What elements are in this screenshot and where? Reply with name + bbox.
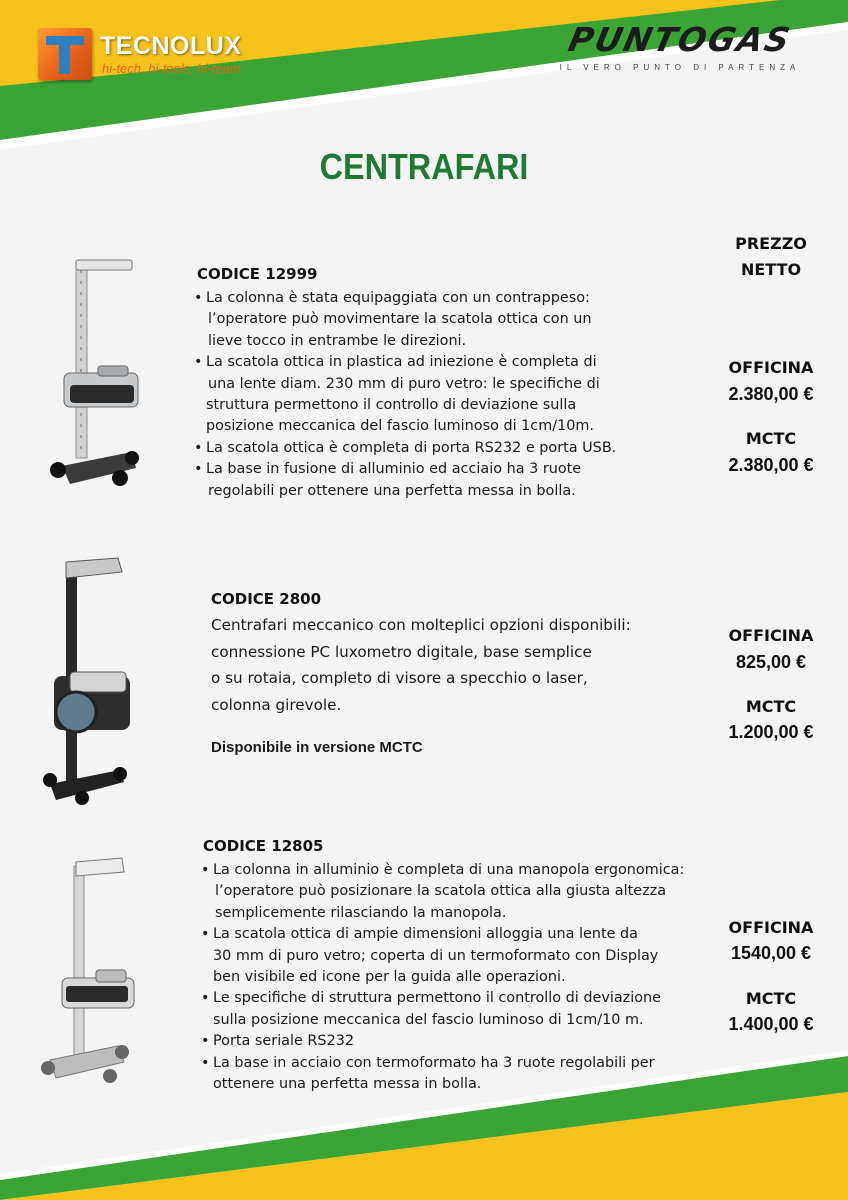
- puntogas-logo: PUNTOGAS: [565, 20, 795, 59]
- product-1-feature-4: • La base in fusione di alluminio ed acciaio ha 3 ruote regolabili per ottenere una perfetta messa in bolla.: [194, 459, 694, 502]
- product-3-feature-4: • Porta seriale RS232: [201, 1031, 701, 1052]
- product-1-price-officina: 2.380,00 €: [728, 384, 814, 404]
- product-1-feature-2: • La scatola ottica in plastica ad iniezione è completa di una lente diam. 230 mm di puro vetro: le specifiche di struttura permettono il controllo di deviazione sulla posizione meccanica del fascio luminoso di 1cm/10m.: [194, 352, 694, 438]
- tecnolux-tagline: hi-tech, hi-tools, hi-team: [102, 61, 241, 76]
- tecnolux-name: TECNOLUX: [100, 32, 242, 60]
- price-header: [716, 231, 826, 283]
- product-3-feature-2: • La scatola ottica di ampie dimensioni alloggia una lente da 30 mm di puro vetro; coperta di un termoformato con Display ben visibile ed icone per la guida alle operazioni.: [201, 924, 701, 988]
- product-3-feature-3: • Le specifiche di struttura permettono il controllo di deviazione sulla posizione meccanica del fascio luminoso di 1cm/10 m.: [201, 988, 701, 1031]
- product-2-price-officina: 825,00 €: [735, 652, 807, 672]
- price-header-line-2: NETTO: [740, 260, 802, 279]
- product-1-code: CODICE 12999: [197, 265, 318, 283]
- puntogas-tagline: IL VERO PUNTO DI PARTENZA: [559, 63, 801, 72]
- product-2-description: Centrafari meccanico con molteplici opzioni disponibili: connessione PC luxometro digitale, base semplice o su rotaia, completo di visore a specchio o laser, colonna girevole.: [211, 616, 631, 714]
- tecnolux-t-icon: [38, 28, 92, 80]
- product-1-price-mctc: 2.380,00 €: [728, 455, 814, 475]
- product-3-feature-5: • La base in acciaio con termoformato ha 3 ruote regolabili per ottenere una perfetta messa in bolla.: [201, 1053, 701, 1096]
- product-1-price-label-mctc: MCTC: [745, 429, 797, 448]
- headlight-tester-2800-image: [43, 558, 130, 805]
- product-2-code: CODICE 2800: [211, 590, 322, 608]
- product-1-feature-3: • La scatola ottica è completa di porta RS232 e porta USB.: [194, 438, 694, 459]
- product-2-price-label-officina: OFFICINA: [728, 626, 814, 645]
- product-3-price-mctc: 1.400,00 €: [728, 1014, 814, 1034]
- product-1-feature-1: • La colonna è stata equipaggiata con un contrappeso: l’operatore può movimentare la scatola ottica con un lieve tocco in entrambe le direzioni.: [194, 288, 694, 352]
- product-3-price-label-mctc: MCTC: [745, 989, 797, 1008]
- product-3-code: CODICE 12805: [203, 837, 324, 855]
- product-3-features: [201, 860, 701, 1095]
- headlight-tester-12805-image: [41, 858, 134, 1083]
- page-title: CENTRAFARI: [319, 146, 529, 187]
- product-2-price-mctc: 1.200,00 €: [728, 722, 814, 742]
- product-2-note: Disponibile in versione MCTC: [211, 739, 423, 756]
- headlight-tester-12999-image: [50, 260, 139, 486]
- product-3-price-label-officina: OFFICINA: [728, 918, 814, 937]
- product-1-price-label-officina: OFFICINA: [728, 358, 814, 377]
- product-3-price-officina: 1540,00 €: [730, 943, 812, 963]
- product-2-price-label-mctc: MCTC: [745, 697, 797, 716]
- product-1-features: [194, 288, 694, 502]
- price-header-line-1: PREZZO: [735, 234, 807, 253]
- product-3-feature-1: • La colonna in alluminio è completa di una manopola ergonomica: l’operatore può posizionare la scatola ottica alla giusta altezza semplicemente rilasciando la manopola.: [201, 860, 701, 924]
- tecnolux-logo: [38, 26, 298, 82]
